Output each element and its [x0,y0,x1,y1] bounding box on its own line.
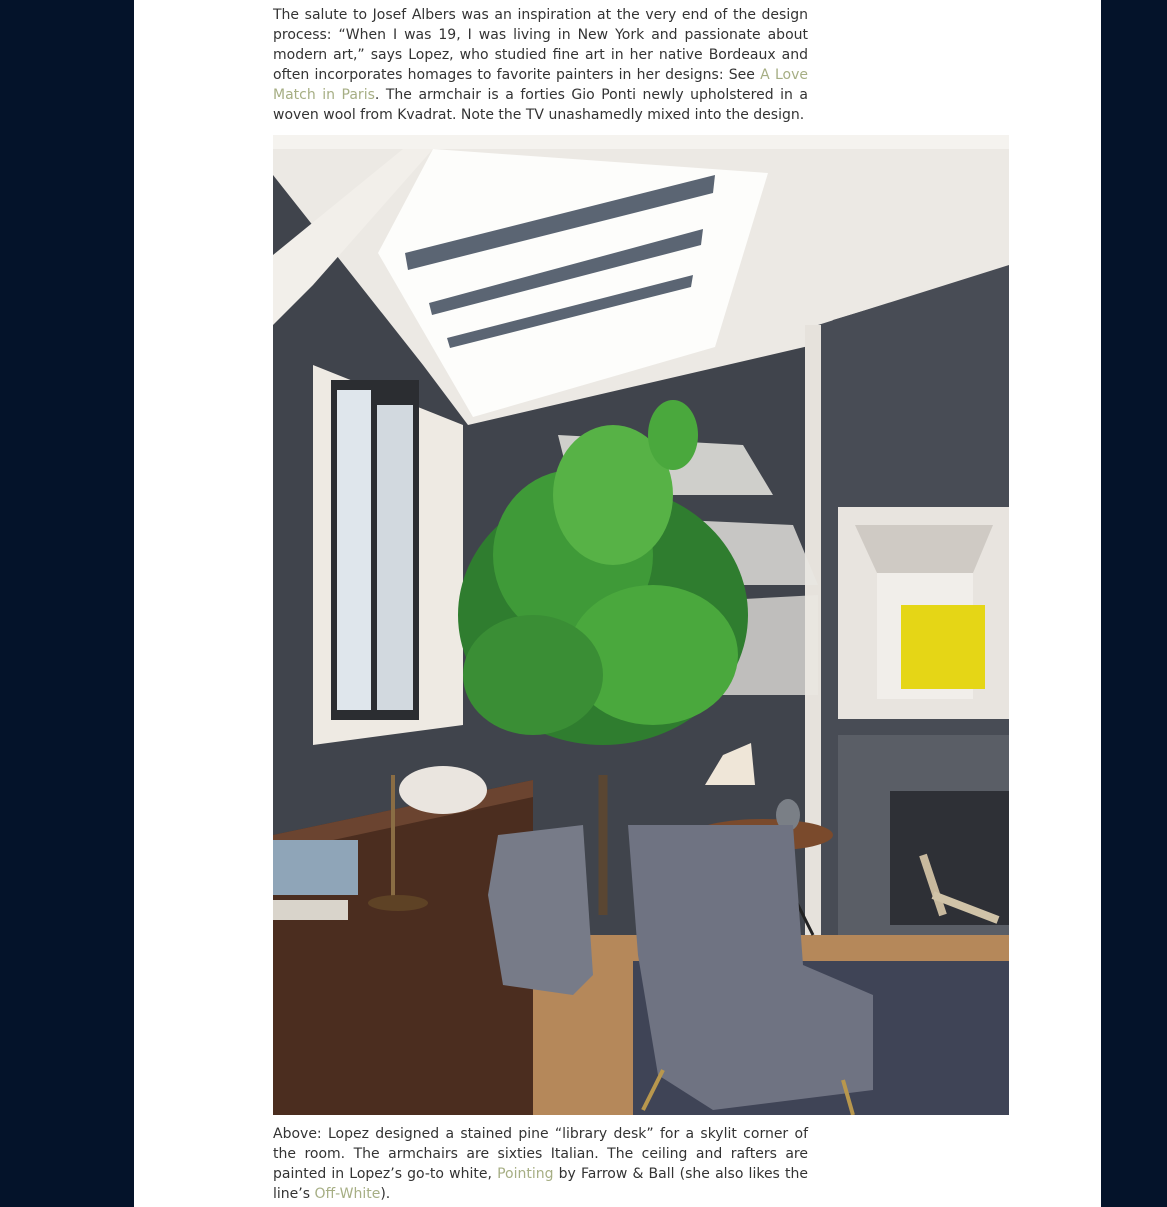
armchair-back [488,825,593,995]
pointing-link[interactable]: Pointing [497,1166,554,1182]
intro-paragraph [273,5,808,125]
a-love-match-in-paris-link[interactable]: A Love Match in Paris [273,67,808,103]
book-stack [273,840,358,895]
yellow-square [901,605,985,689]
photo-caption [273,1124,808,1204]
article-content [134,0,1101,1207]
intro-text: The salute to Josef Albers was an inspiration at the very end of the design process: “When I was 19, I was living in New York and passionate about modern art,” says Lopez, who studied fine art in her native Bordeaux and often incorporates homages to favorite painters in her designs: See [273,7,808,83]
book-stack [273,900,348,920]
desk-lamp [399,766,487,814]
caption-text: Above: Lopez designed a stained pine “library desk” for a skylit corner of the room. The armchairs are sixties Italian. The ceiling and rafters are painted in Lopez’s go-to white, [273,1126,808,1182]
artwork-frame-bevel [855,525,993,573]
rafter-beam [273,135,1009,149]
skylit-reading-corner-photo [273,135,1009,1115]
off-white-link[interactable]: Off-White [314,1186,381,1202]
window-pane [337,390,371,710]
intro-text-end: . The armchair is a forties Gio Ponti newly upholstered in a woven wool from Kvadrat. Note the TV unashamedly mixed into the design. [273,87,809,123]
caption-text-end: ). [380,1186,391,1202]
window-pane [377,405,413,710]
caption-text-middle: by Farrow & Ball (she also likes the line’s [273,1166,808,1202]
lamp-base [368,895,428,911]
